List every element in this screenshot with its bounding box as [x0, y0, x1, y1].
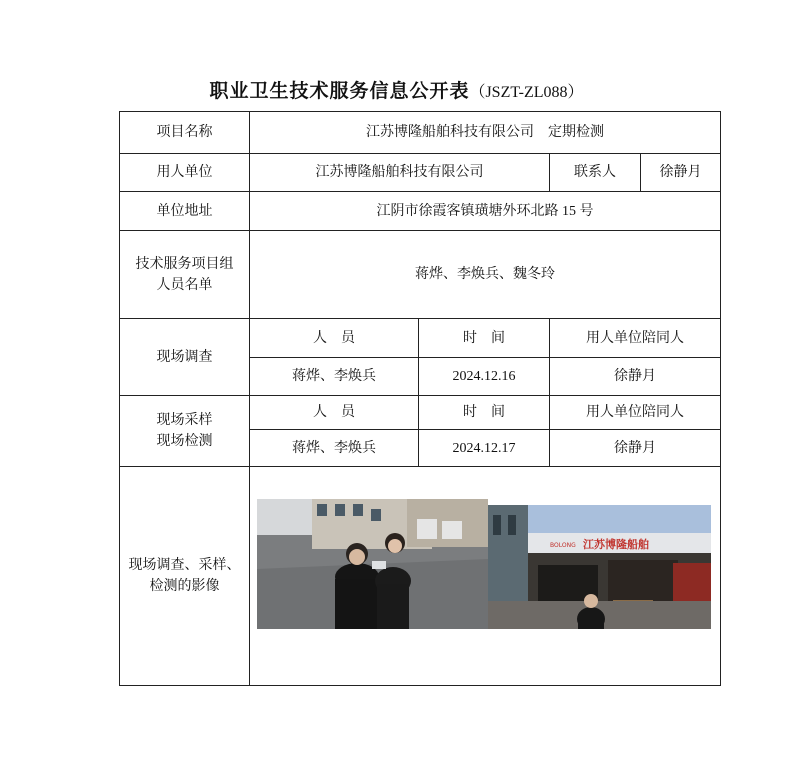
photo-area [250, 467, 720, 685]
sign-company: 江苏博隆船舶 [583, 538, 649, 551]
contact-label: 联系人 [550, 154, 641, 192]
employer-label: 用人单位 [120, 154, 250, 192]
title-text: 职业卫生技术服务信息公开表 [209, 80, 470, 102]
site-survey-photo [257, 499, 488, 629]
survey-header-time: 时 间 [419, 319, 550, 358]
title-code: （JSZT-ZL088） [469, 84, 584, 101]
address-suffix: 号 [579, 202, 594, 219]
sampling-header-time: 时 间 [419, 396, 550, 430]
images-label [120, 467, 250, 686]
sign-brand: BOLONG [550, 542, 576, 549]
site-sampling-photo-image [488, 505, 711, 629]
site-survey-photo-image [257, 499, 488, 629]
project-name-value: 江苏博隆船舶科技有限公司 定期检测 [250, 112, 721, 154]
address-number: 15 [558, 203, 580, 219]
info-table [119, 111, 721, 686]
site-sampling-photo [488, 505, 711, 629]
team-label-text: 技术服务项目组人员名单 [135, 255, 234, 293]
survey-person: 蒋烨、李焕兵 [250, 358, 419, 396]
team-label [120, 231, 250, 319]
images-label-text: 现场调查、采样、检测的影像 [128, 557, 241, 594]
address-value [250, 192, 721, 231]
address-label: 单位地址 [120, 192, 250, 231]
sampling-label-text: 现场采样现场检测 [156, 412, 213, 449]
address-prefix: 江阴市徐霞客镇璜塘外环北路 [376, 202, 559, 219]
team-value: 蒋烨、李焕兵、魏冬玲 [250, 231, 721, 319]
employer-value: 江苏博隆船舶科技有限公司 [250, 154, 550, 192]
sampling-header-person: 人 员 [250, 396, 419, 430]
survey-header-person: 人 员 [250, 319, 419, 358]
survey-header-escort: 用人单位陪同人 [550, 319, 721, 358]
sampling-label [120, 396, 250, 467]
sampling-header-escort: 用人单位陪同人 [550, 396, 721, 430]
sampling-escort: 徐静月 [550, 430, 721, 467]
sampling-person: 蒋烨、李焕兵 [250, 430, 419, 467]
contact-value: 徐静月 [641, 154, 721, 192]
page-title [0, 76, 793, 103]
survey-escort: 徐静月 [550, 358, 721, 396]
images-cell [250, 467, 721, 686]
project-name-label: 项目名称 [120, 112, 250, 154]
survey-time: 2024.12.16 [419, 358, 550, 396]
survey-label: 现场调查 [120, 319, 250, 396]
sampling-time: 2024.12.17 [419, 430, 550, 467]
